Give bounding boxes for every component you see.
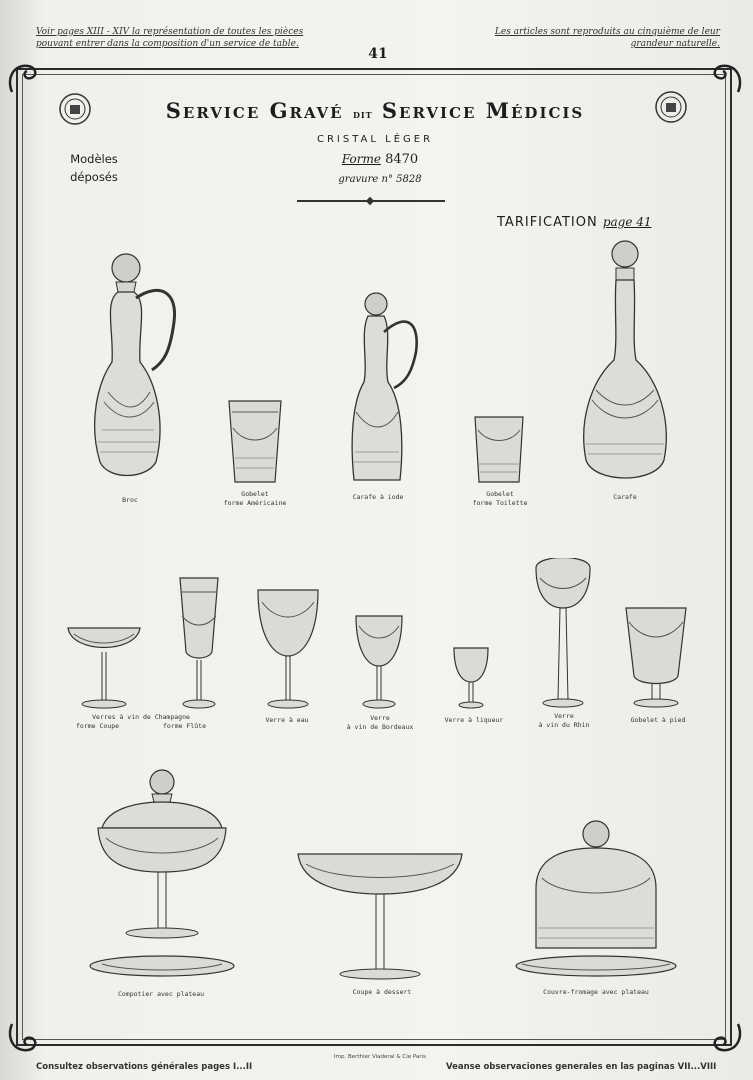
caption-verre-eau: Verre à eau: [265, 716, 309, 724]
gravure-line: [300, 174, 460, 185]
caption-line: Gobelet: [241, 490, 269, 498]
caption-line: Verre: [554, 712, 574, 720]
page-subtitle: CRISTAL LÉGER: [316, 134, 434, 145]
corner-ornament-icon: [706, 58, 746, 98]
modeles-line-1: Modèles: [70, 152, 118, 166]
compotier-illustration: [88, 768, 238, 982]
footer-note-right: Veanse observaciones generales en las paginas VII...VIII: [446, 1062, 717, 1072]
forme-label: Forme: [341, 152, 381, 166]
verre-liqueur-illustration: [452, 646, 490, 710]
tarification-page: page 41: [602, 215, 652, 229]
verre-bordeaux-illustration: [354, 614, 404, 710]
caption-gobelet-toilette: [460, 490, 540, 508]
page-number: 41: [368, 46, 388, 62]
header-note-right: Les articles sont reproduits au cinquième de leur grandeur naturelle.: [494, 27, 720, 49]
maker-seal-icon: [58, 92, 92, 126]
gobelet-pied-illustration: [624, 606, 688, 710]
caption-flute: forme Flûte: [162, 722, 206, 730]
caption-line: forme Toilette: [472, 499, 528, 507]
verre-eau-illustration: [256, 588, 320, 710]
caption-line: Verres à vin de Champagne: [92, 713, 190, 721]
caption-coupe: forme Coupe: [76, 722, 120, 730]
tarification-label: TARIFICATION: [497, 215, 598, 230]
caption-couvre-fromage: Couvre-fromage avec plateau: [543, 988, 649, 996]
corner-ornament-icon: [4, 1018, 44, 1058]
page-title: [120, 98, 630, 123]
couvre-fromage-illustration: [512, 818, 680, 982]
printer-imprint: Imp. Berthier Viaderal & Cie Paris: [334, 1054, 426, 1060]
caption-gobelet-americain: [210, 490, 300, 508]
caption-line: Gobelet: [486, 490, 514, 498]
caption-carafe: Carafe: [613, 493, 637, 501]
header-note-left: Voir pages XIII - XIV la représentation de toutes les pièces pouvant entrer dans la composition d'un service de table.: [36, 27, 304, 49]
modeles-line-2: déposés: [70, 170, 118, 184]
broc-illustration: [90, 252, 186, 488]
caption-champagne: [76, 713, 206, 731]
caption-sub-line: [76, 722, 206, 731]
caption-line: Verre: [370, 714, 390, 722]
caption-line: à vin de Bordeaux: [346, 723, 414, 731]
gobelet-toilette-illustration: [472, 414, 526, 486]
title-dit: dit: [352, 108, 373, 121]
flute-champagne-illustration: [178, 576, 220, 710]
corner-ornament-icon: [4, 58, 44, 98]
gravure-number: 5828: [396, 174, 422, 185]
coupe-dessert-illustration: [296, 850, 464, 982]
title-part-b: Service Médicis: [381, 98, 585, 123]
forme-line: [300, 152, 460, 167]
caption-gobelet-pied: Gobelet à pied: [630, 716, 686, 724]
title-rule: [297, 200, 445, 202]
modeles-deposes: [54, 150, 134, 186]
caption-verre-bordeaux: [338, 714, 422, 732]
forme-number: 8470: [385, 152, 419, 167]
gravure-label: gravure n°: [338, 174, 393, 185]
title-part-a: Service Gravé: [165, 98, 344, 123]
caption-carafe-a-iode: Carafe à iode: [352, 493, 404, 501]
caption-broc: Broc: [122, 496, 138, 504]
caption-line: forme Américaine: [223, 499, 287, 507]
carafe-a-iode-illustration: [346, 292, 422, 486]
maker-seal-icon: [654, 90, 688, 124]
footer-note-left: Consultez observations générales pages I...II: [36, 1062, 253, 1072]
gobelet-americain-illustration: [226, 398, 284, 486]
carafe-illustration: [578, 240, 672, 486]
tarification-ref: [497, 215, 697, 230]
caption-line: à vin du Rhin: [538, 721, 590, 729]
verre-rhin-illustration: [532, 558, 594, 710]
caption-coupe-dessert: Coupe à dessert: [352, 988, 412, 996]
caption-verre-liqueur: Verre à liqueur: [444, 716, 504, 724]
caption-verre-rhin: [522, 712, 606, 730]
coupe-champagne-illustration: [66, 624, 142, 710]
corner-ornament-icon: [706, 1018, 746, 1058]
caption-compotier: Compotier avec plateau: [117, 990, 205, 998]
